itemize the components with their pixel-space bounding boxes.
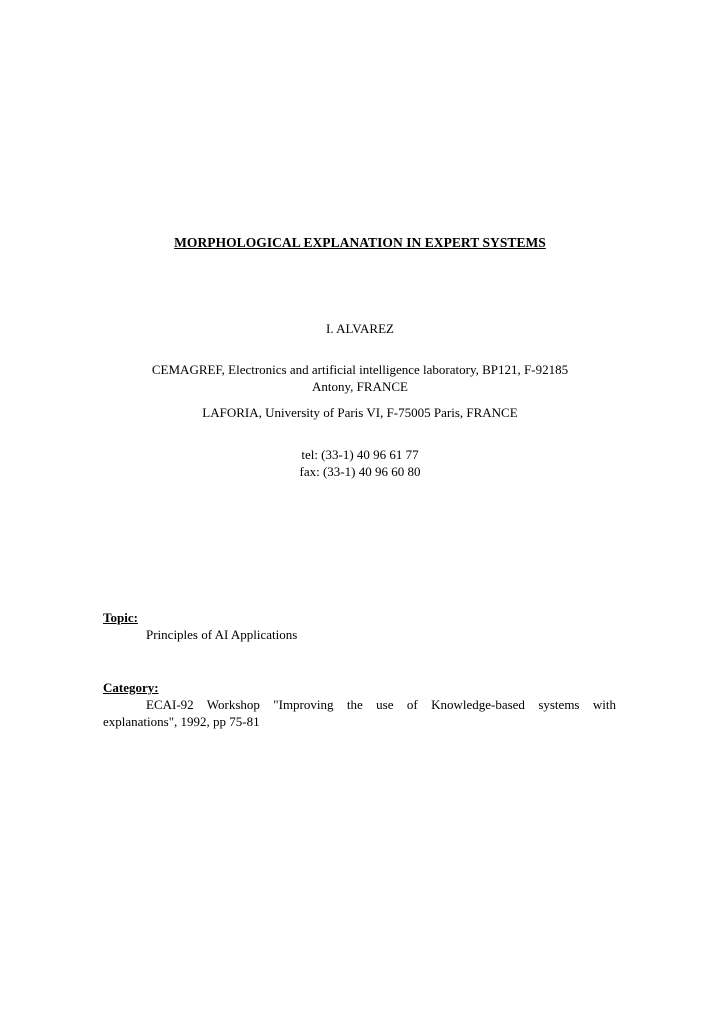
contact-info [0,446,720,480]
topic-section [103,609,616,643]
paper-title: MORPHOLOGICAL EXPLANATION IN EXPERT SYSTEMS [174,235,546,250]
affiliation-cemagref [0,361,720,395]
category-heading: Category: [103,680,159,695]
affiliation-cemagref-line2: Antony, FRANCE [312,379,408,394]
category-text-line1: ECAI-92 Workshop "Improving the use of Knowledge-based systems with [146,697,616,712]
category-section [103,679,616,730]
author-name [0,320,720,337]
topic-heading: Topic: [103,610,138,625]
affiliation-laforia-line: LAFORIA, University of Paris VI, F-75005 Paris, FRANCE [202,405,518,420]
contact-fax: fax: (33-1) 40 96 60 80 [299,464,421,479]
topic-text: Principles of AI Applications [146,627,298,642]
author-line: I. ALVAREZ [326,321,394,336]
affiliation-cemagref-line1: CEMAGREF, Electronics and artificial intelligence laboratory, BP121, F-92185 [151,362,569,377]
affiliation-laforia [0,404,720,421]
contact-tel: tel: (33-1) 40 96 61 77 [301,447,419,462]
category-text-line2: explanations", 1992, pp 75-81 [103,714,260,729]
